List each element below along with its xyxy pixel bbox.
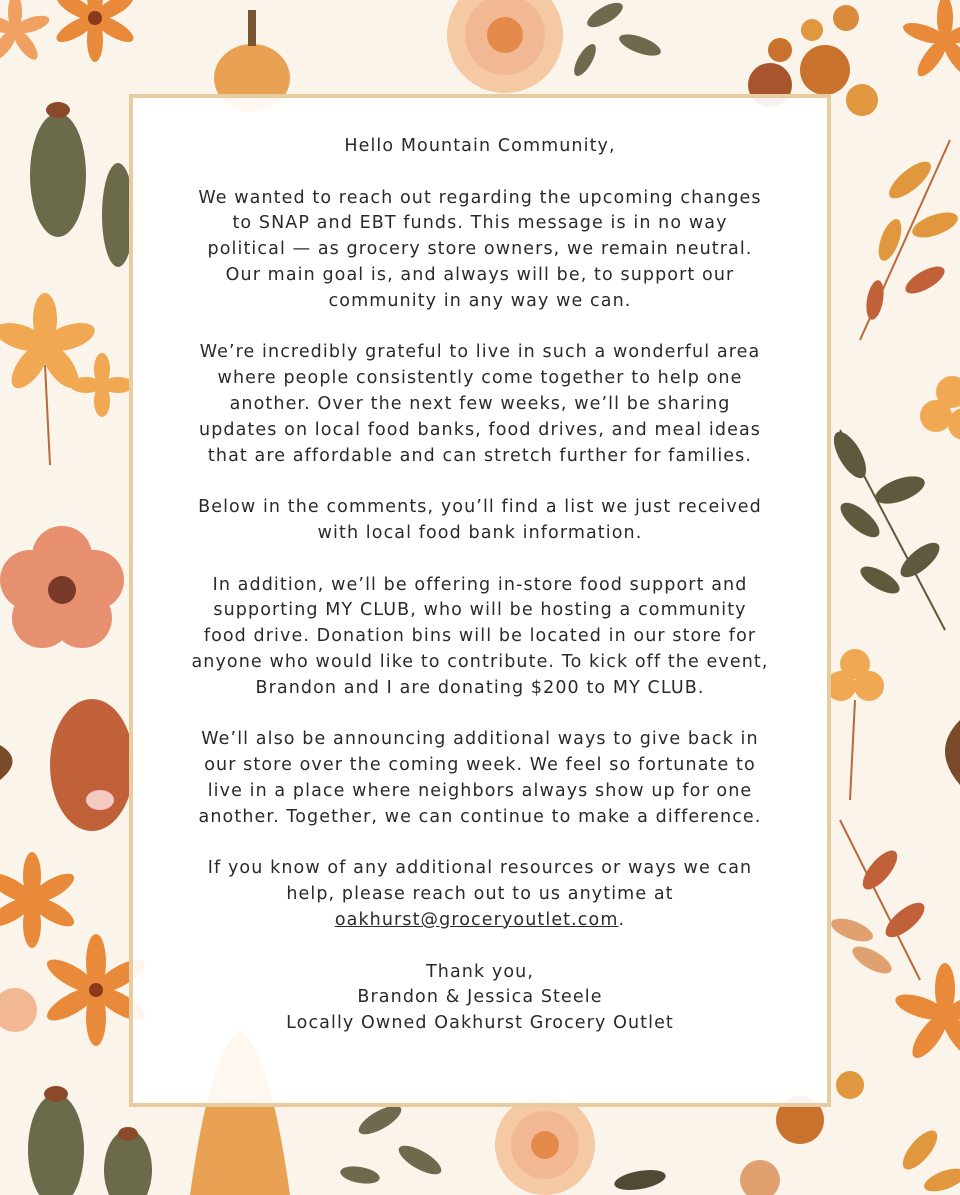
orange-flower-icon	[920, 376, 960, 440]
paragraph-contact	[133, 856, 827, 933]
pink-flower-icon	[0, 526, 124, 648]
peach-flower-icon	[0, 988, 37, 1032]
acorn-icon	[0, 745, 13, 780]
orange-flower-icon	[892, 963, 960, 1063]
leaf-branch-icon	[339, 1100, 445, 1186]
paragraph-line: In addition, we’ll be offering in-store food support and	[212, 574, 748, 595]
paragraph-line: political — as grocery store owners, we remain neutral.	[207, 239, 753, 260]
paragraph-line: We’re incredibly grateful to live in such a wonderful area	[199, 342, 761, 363]
peony-icon	[495, 1095, 595, 1195]
paragraph-line: If you know of any additional resources or ways we can	[207, 858, 753, 879]
email-line	[133, 908, 827, 934]
acorn-icon	[945, 720, 960, 785]
paragraph-line: where people consistently come together to help one	[217, 368, 743, 389]
greeting-line: Hello Mountain Community,	[344, 136, 616, 156]
paragraph-line: with local food bank information.	[317, 522, 643, 543]
orange-flower-icon	[70, 353, 134, 417]
paragraph-line: updates on local food banks, food drives, and meal ideas	[199, 419, 761, 440]
paragraph-line: We wanted to reach out regarding the upcoming changes	[198, 187, 762, 208]
paragraph-line: our store over the coming week. We feel so fortunate to	[204, 755, 756, 776]
leaf-branch-icon	[613, 1167, 667, 1194]
seed-pod-icon	[30, 102, 134, 267]
paragraph-food-bank-list	[133, 495, 827, 547]
signoff	[133, 960, 827, 1037]
paragraph-line: anyone who would like to contribute. To kick off the event,	[191, 651, 769, 672]
paragraph-line: help, please reach out to us anytime at	[286, 884, 674, 905]
leaf-branch-icon	[570, 0, 663, 79]
paragraph-line: live in a place where neighbors always show up for one	[207, 780, 753, 801]
paragraph-line: Brandon and I are donating $200 to MY CLUB.	[255, 677, 705, 698]
autumn-leaf-branch-icon	[897, 1125, 960, 1195]
email-period: .	[618, 909, 626, 930]
orange-flower-icon	[0, 852, 78, 948]
paragraph-line: community in any way we can.	[328, 290, 632, 311]
orange-flower-icon	[53, 0, 137, 62]
letter-card	[129, 94, 831, 1107]
apple-icon	[50, 699, 134, 831]
letter-body	[133, 134, 827, 1063]
paragraph-line: another. Over the next few weeks, we’ll be sharing	[229, 393, 731, 414]
orange-flower-icon	[826, 649, 884, 800]
paragraph-line: Below in the comments, you’ll find a list we just received	[198, 497, 762, 518]
paragraph-snap-ebt	[133, 186, 827, 315]
peony-icon	[447, 0, 563, 93]
signoff-store: Locally Owned Oakhurst Grocery Outlet	[286, 1013, 674, 1034]
orange-flower-icon	[0, 0, 51, 63]
email-link[interactable]: oakhurst@groceryoutlet.com	[334, 909, 619, 930]
signoff-thanks: Thank you,	[425, 961, 534, 982]
orange-flower-icon	[901, 0, 960, 80]
paragraph-grateful	[133, 340, 827, 469]
leaf-branch-icon	[827, 427, 945, 630]
autumn-leaf-branch-icon	[860, 140, 960, 340]
autumn-leaf-branch-icon	[828, 820, 930, 980]
paragraph-line: Our main goal is, and always will be, to support our	[225, 264, 735, 285]
paragraph-line: food drive. Donation bins will be located in our store for	[203, 626, 757, 647]
paragraph-line: We’ll also be announcing additional ways to give back in	[201, 729, 759, 750]
paragraph-food-drive	[133, 573, 827, 702]
paragraph-line: supporting MY CLUB, who will be hosting a community	[213, 600, 747, 621]
signoff-names: Brandon & Jessica Steele	[357, 987, 603, 1008]
paragraph-line: to SNAP and EBT funds. This message is in no way	[232, 213, 728, 234]
greeting	[133, 134, 827, 160]
paragraph-line: another. Together, we can continue to make a difference.	[198, 806, 762, 827]
paragraph-line: that are affordable and can stretch further for families.	[207, 445, 753, 466]
paragraph-give-back	[133, 727, 827, 830]
